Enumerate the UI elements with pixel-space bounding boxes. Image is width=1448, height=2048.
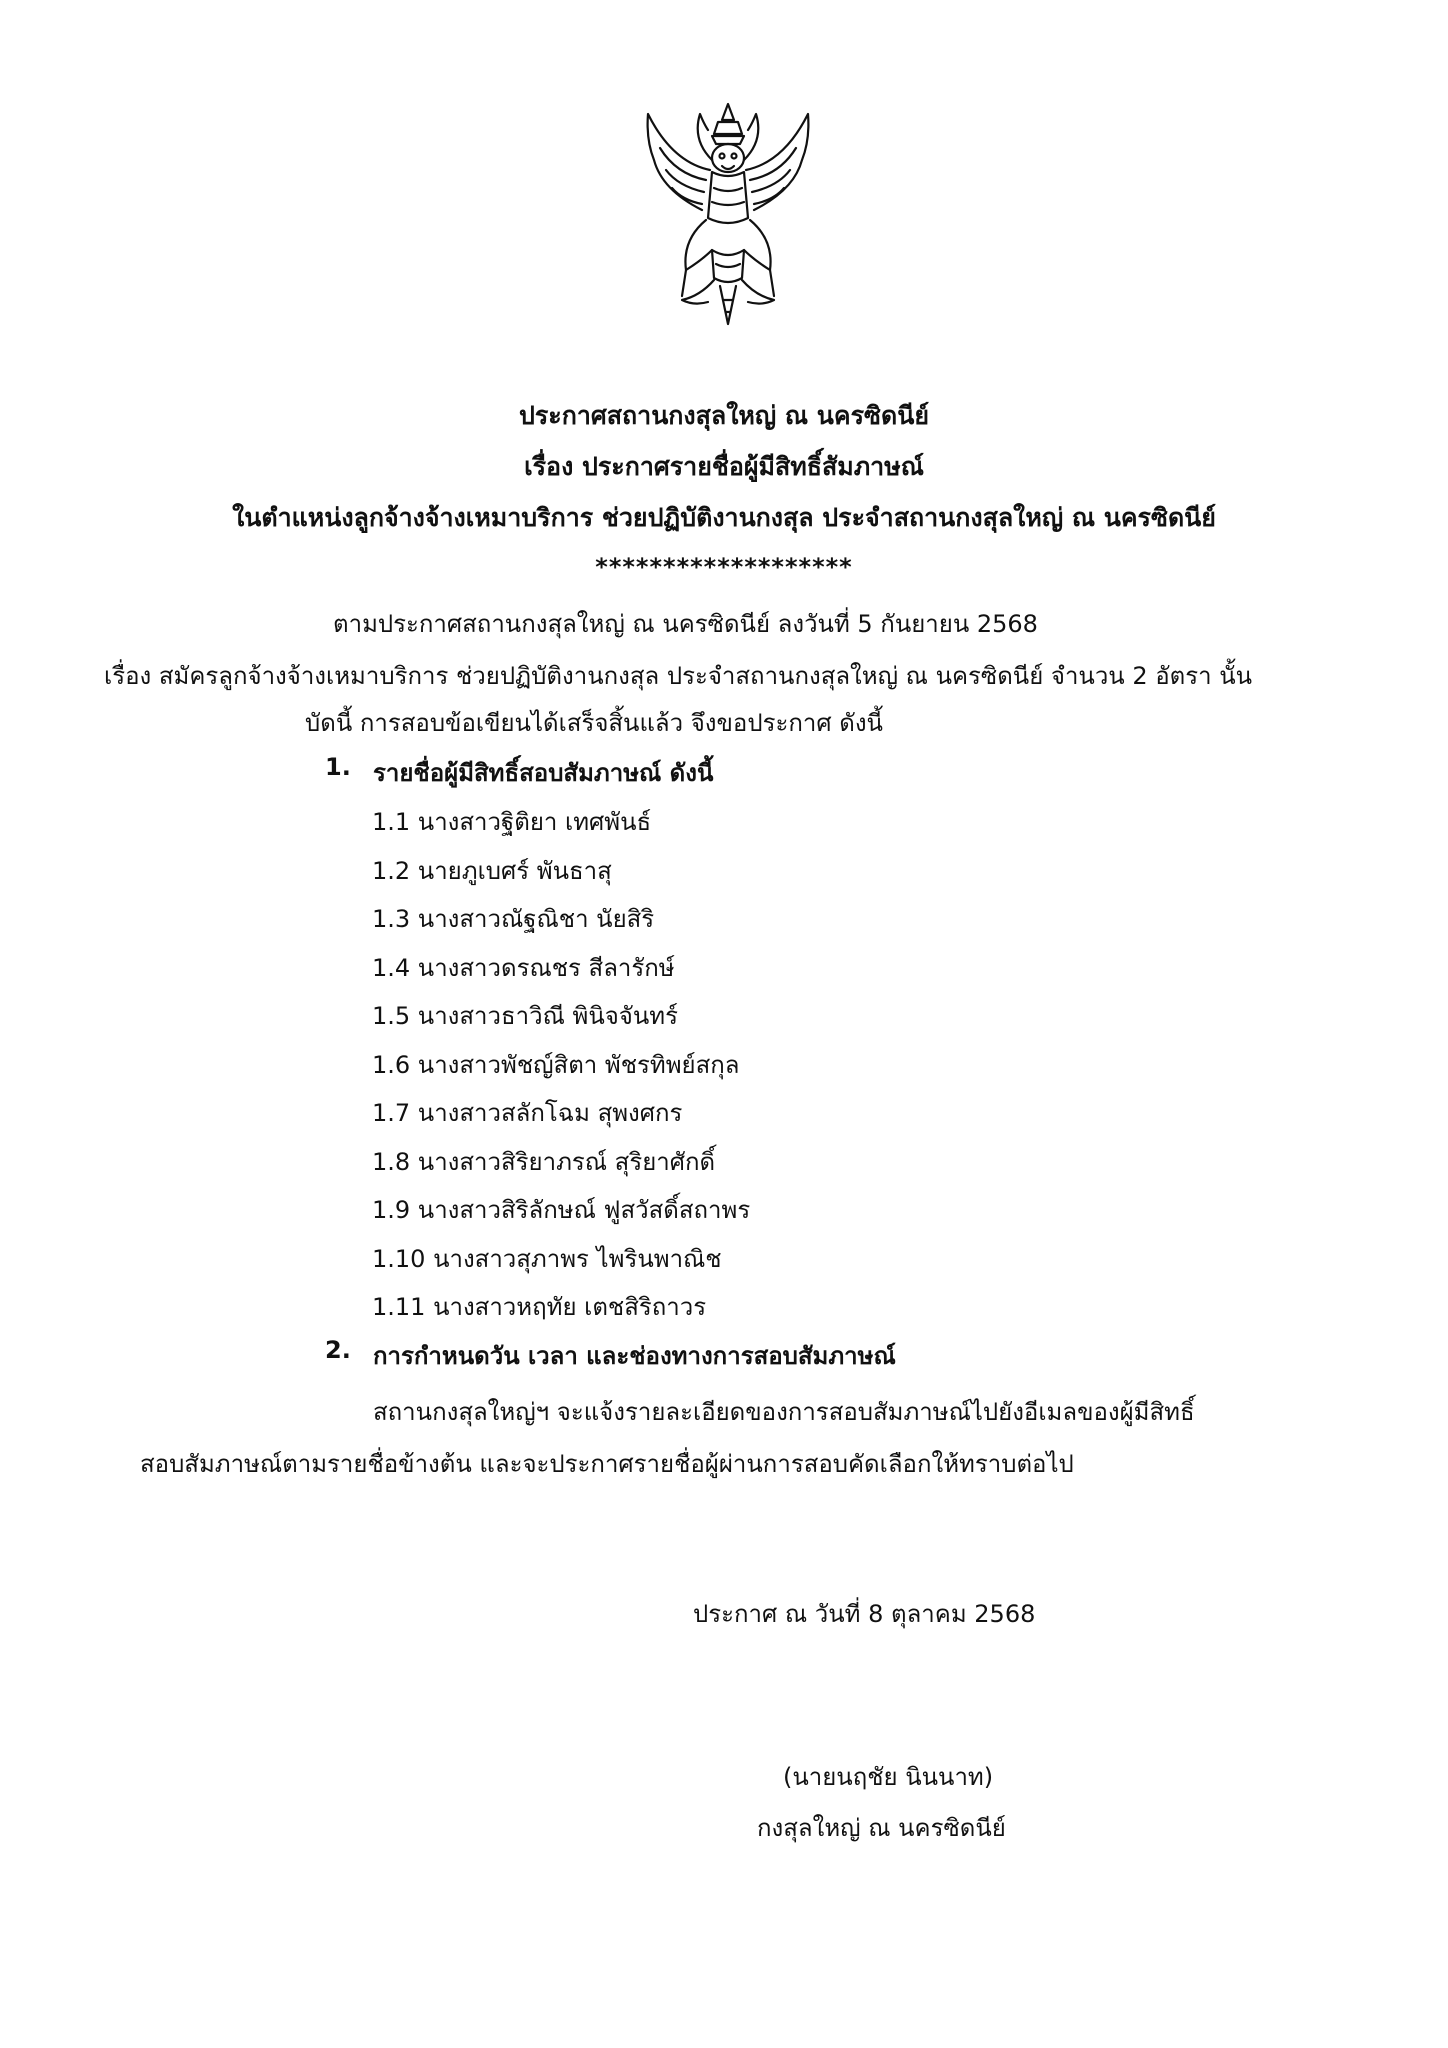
candidate-item: 1.8 นางสาวสิริยาภรณ์ สุริยาศักดิ์ bbox=[372, 1148, 716, 1176]
intro-line-2: เรื่อง สมัครลูกจ้างจ้างเหมาบริการ ช่วยปฏิบัติงานกงสุล ประจำสถานกงสุลใหญ่ ณ นครซิดนีย์ จำนวน 2 อัตรา นั้น bbox=[104, 662, 1253, 690]
candidate-item: 1.10 นางสาวสุภาพร ไพรินพาณิช bbox=[372, 1245, 722, 1273]
candidate-item: 1.6 นางสาวพัชญ์สิตา พัชรทิพย์สกุล bbox=[372, 1051, 740, 1079]
section-2-heading: การกำหนดวัน เวลา และช่องทางการสอบสัมภาษณ์ bbox=[373, 1342, 896, 1370]
section-2-number: 2. bbox=[325, 1336, 351, 1364]
candidate-item: 1.1 นางสาวฐิติยา เทศพันธ์ bbox=[372, 808, 652, 836]
header-divider-stars: ******************* bbox=[595, 553, 853, 581]
header-subject: เรื่อง ประกาศรายชื่อผู้มีสิทธิ์สัมภาษณ์ bbox=[524, 452, 924, 481]
candidate-item: 1.3 นางสาวณัฐณิชา นัยสิริ bbox=[372, 905, 655, 933]
signer-name: (นายนฤชัย นินนาท) bbox=[783, 1763, 994, 1791]
candidate-item: 1.2 นายภูเบศร์ พันธาสุ bbox=[372, 857, 612, 885]
header-position: ในตำแหน่งลูกจ้างจ้างเหมาบริการ ช่วยปฏิบัติงานกงสุล ประจำสถานกงสุลใหญ่ ณ นครซิดนีย์ bbox=[232, 503, 1216, 532]
garuda-emblem-icon bbox=[642, 100, 814, 328]
intro-line-3: บัดนี้ การสอบข้อเขียนได้เสร็จสิ้นแล้ว จึงขอประกาศ ดังนี้ bbox=[305, 709, 883, 737]
section-2-paragraph-line-2: สอบสัมภาษณ์ตามรายชื่อข้างต้น และจะประกาศรายชื่อผู้ผ่านการสอบคัดเลือกให้ทราบต่อไป bbox=[140, 1450, 1074, 1478]
candidate-item: 1.9 นางสาวสิริลักษณ์ ฟูสวัสดิ์สถาพร bbox=[372, 1196, 751, 1224]
signer-title: กงสุลใหญ่ ณ นครซิดนีย์ bbox=[757, 1814, 1006, 1842]
announcement-date: ประกาศ ณ วันที่ 8 ตุลาคม 2568 bbox=[693, 1600, 1036, 1628]
candidate-item: 1.11 นางสาวหฤทัย เตชสิริถาวร bbox=[372, 1293, 707, 1321]
section-1-heading: รายชื่อผู้มีสิทธิ์สอบสัมภาษณ์ ดังนี้ bbox=[373, 759, 714, 787]
intro-line-1: ตามประกาศสถานกงสุลใหญ่ ณ นครซิดนีย์ ลงวันที่ 5 กันยายน 2568 bbox=[333, 610, 1038, 638]
header-line-1: ประกาศสถานกงสุลใหญ่ ณ นครซิดนีย์ bbox=[519, 401, 929, 430]
section-2-paragraph-line-1: สถานกงสุลใหญ่ฯ จะแจ้งรายละเอียดของการสอบสัมภาษณ์ไปยังอีเมลของผู้มีสิทธิ์ bbox=[373, 1398, 1195, 1426]
section-1-number: 1. bbox=[325, 753, 351, 781]
candidate-item: 1.5 นางสาวธาวิณี พินิจจันทร์ bbox=[372, 1002, 678, 1030]
candidate-item: 1.4 นางสาวดรณชร สีลารักษ์ bbox=[372, 954, 675, 982]
candidate-item: 1.7 นางสาวสลักโฉม สุพงศกร bbox=[372, 1099, 683, 1127]
